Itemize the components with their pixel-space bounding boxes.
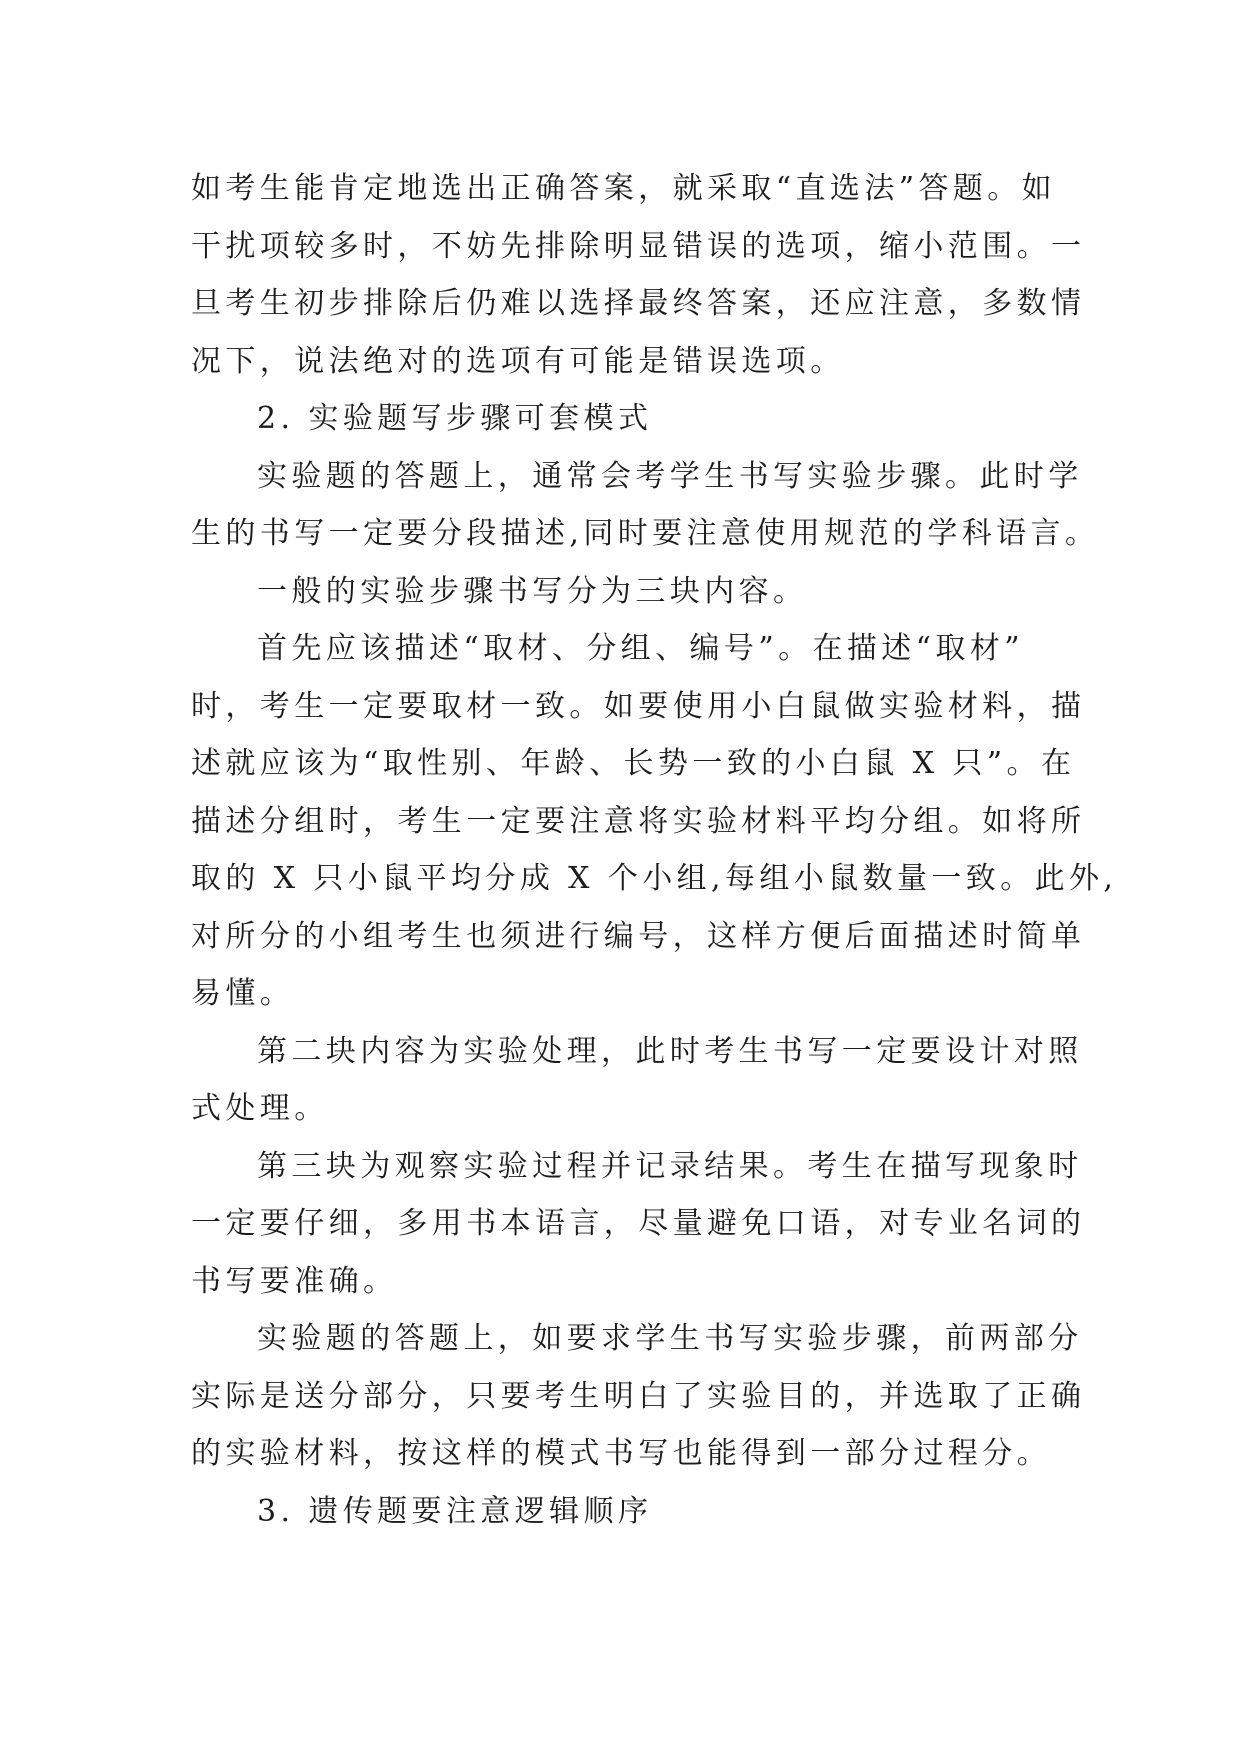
paragraph-first-part: [191, 620, 1118, 1023]
text-line: 式处理。: [191, 1091, 329, 1126]
text-line: 如考生能肯定地选出正确答案，就采取“直选法”答题。如: [191, 171, 1057, 206]
text-line: 实验题的答题上，通常会考学生书写实验步骤。此时学: [257, 458, 1083, 494]
heading-text: 2. 实验题写步骤可套模式: [257, 401, 653, 436]
text-line: 况下，说法绝对的选项有可能是错误选项。: [191, 343, 845, 379]
text-line: 首先应该描述“取材、分组、编号”。在描述“取材”: [257, 631, 1024, 666]
text-line: 时，考生一定要取材一致。如要使用小白鼠做实验材料，描: [191, 688, 1086, 724]
paragraph-second-part: [191, 1023, 1083, 1138]
section-heading-genetics: [191, 1483, 1051, 1541]
paragraph-third-part: [191, 1138, 1086, 1311]
text-line: 书写要准确。: [191, 1263, 398, 1299]
text-line: 实际是送分部分，只要考生明白了实验目的，并选取了正确: [191, 1378, 1086, 1414]
text-line: 旦考生初步排除后仍难以选择最终答案，还应注意，多数情: [191, 286, 1086, 321]
paragraph-answer-strategy: [191, 160, 1086, 390]
text-line: 生的书写一定要分段描述,同时要注意使用规范的学科语言。: [191, 516, 1100, 551]
text-line: 干扰项较多时，不妨先排除明显错误的选项，缩小范围。一: [191, 228, 1086, 264]
text-line: 述就应该为“取性别、年龄、长势一致的小白鼠 X 只”。在: [191, 746, 1076, 781]
text-line: 一般的实验步骤书写分为三块内容。: [257, 573, 808, 609]
paragraph-three-parts: [191, 563, 1051, 621]
text-line: 第三块为观察实验过程并记录结果。考生在描写现象时: [257, 1148, 1083, 1184]
text-line: 的实验材料，按这样的模式书写也能得到一部分过程分。: [191, 1436, 1051, 1471]
text-line: 取的 X 只小鼠平均分成 X 个小组,每组小鼠数量一致。此外,: [191, 861, 1118, 896]
document-body: [191, 160, 1118, 1540]
text-line: 易懂。: [191, 976, 295, 1011]
heading-text: 3. 遗传题要注意逻辑顺序: [257, 1493, 653, 1529]
text-line: 第二块内容为实验处理，此时考生书写一定要设计对照: [257, 1033, 1083, 1069]
paragraph-experiment-intro: [191, 448, 1100, 563]
section-heading-experiment-steps: [191, 390, 1051, 448]
text-line: 一定要仔细，多用书本语言，尽量避免口语，对专业名词的: [191, 1206, 1086, 1241]
text-line: 描述分组时，考生一定要注意将实验材料平均分组。如将所: [191, 803, 1086, 839]
paragraph-scoring-note: [191, 1310, 1086, 1483]
text-line: 对所分的小组考生也须进行编号，这样方便后面描述时简单: [191, 918, 1086, 954]
text-line: 实验题的答题上，如要求学生书写实验步骤，前两部分: [257, 1321, 1083, 1356]
